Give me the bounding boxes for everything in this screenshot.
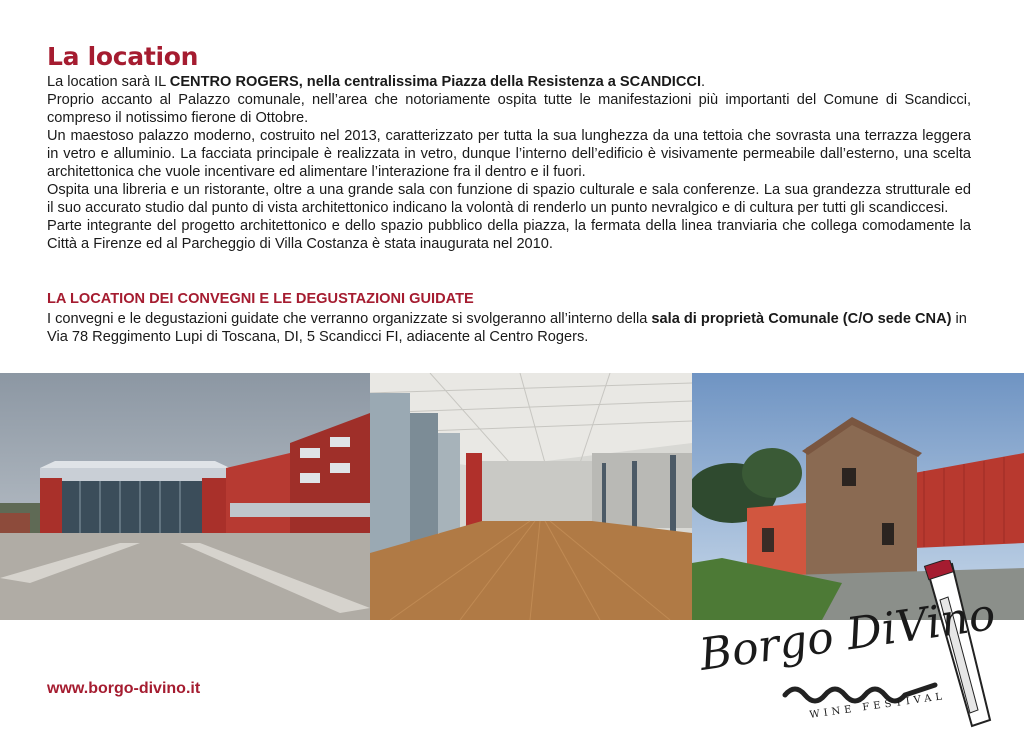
logo-subtitle: WINE FESTIVAL	[808, 690, 947, 721]
borgo-divino-logo	[690, 560, 1024, 748]
intro-paragraph: Proprio accanto al Palazzo comunale, nell’area che notoriamente ospita tutte le manifestazioni più importanti del Comune di Scandicci, compreso il notissimo fierone di Ottobre.	[47, 92, 971, 126]
intro-paragraph: Un maestoso palazzo moderno, costruito nel 2013, caratterizzato per tutta la sua lunghezza da una tettoia che sovrasta una terrazza leggera in vetro e alluminio. La facciata principale è realizzata in vetro, dunque l’interno dell’edificio è visivamente permeabile dall’esterno, una scelta architettonica che vuole incentivare ed alimentare l’interazione fra il dentro e il fuori.	[47, 128, 971, 180]
intro-paragraph: Parte integrante del progetto architettonico e dello spazio pubblico della piazza, la fermata della linea tranviaria che collega comodamente la Città a Firenze ed al Parcheggio di Villa Costanza è stata inaugurata nel 2010.	[47, 218, 971, 252]
intro-text	[47, 73, 971, 253]
intro-bold-location: CENTRO ROGERS, nella centralissima Piazza della Resistenza a SCANDICCI	[169, 74, 701, 90]
logo-script: Borgo DiVino	[696, 588, 999, 681]
website-link[interactable]: www.borgo-divino.it	[47, 680, 201, 697]
photo-centro-rogers-exterior	[0, 373, 370, 620]
photo-interior-hall	[370, 373, 692, 620]
section-heading: LA LOCATION DEI CONVEGNI E LE DEGUSTAZIONI GUIDATE	[47, 291, 474, 307]
page-title: La location	[47, 42, 199, 71]
intro-paragraph: Ospita una libreria e un ristorante, oltre a una grande sala con funzione di spazio culturale e sala conferenze. La sua grandezza strutturale ed il suo accurato studio dal punto di vista architettonico indicano la volontà di renderlo un punto nevralgico e di cultura per tutti gli scandiccesi.	[47, 182, 971, 216]
intro-line-1: La location sarà IL CENTRO ROGERS, nella centralissima Piazza della Resistenza a SCANDICCI.	[47, 74, 706, 90]
section-bold-venue: sala di proprietà Comunale (C/O sede CNA)	[651, 311, 952, 327]
section-text: I convegni e le degustazioni guidate che verranno organizzate si svolgeranno all’interno della sala di proprietà Comunale (C/O sede CNA) in Via 78 Reggimento Lupi di Toscana, DI, 5 Scandicci FI, adiacente al Centro Rogers.	[47, 311, 967, 345]
